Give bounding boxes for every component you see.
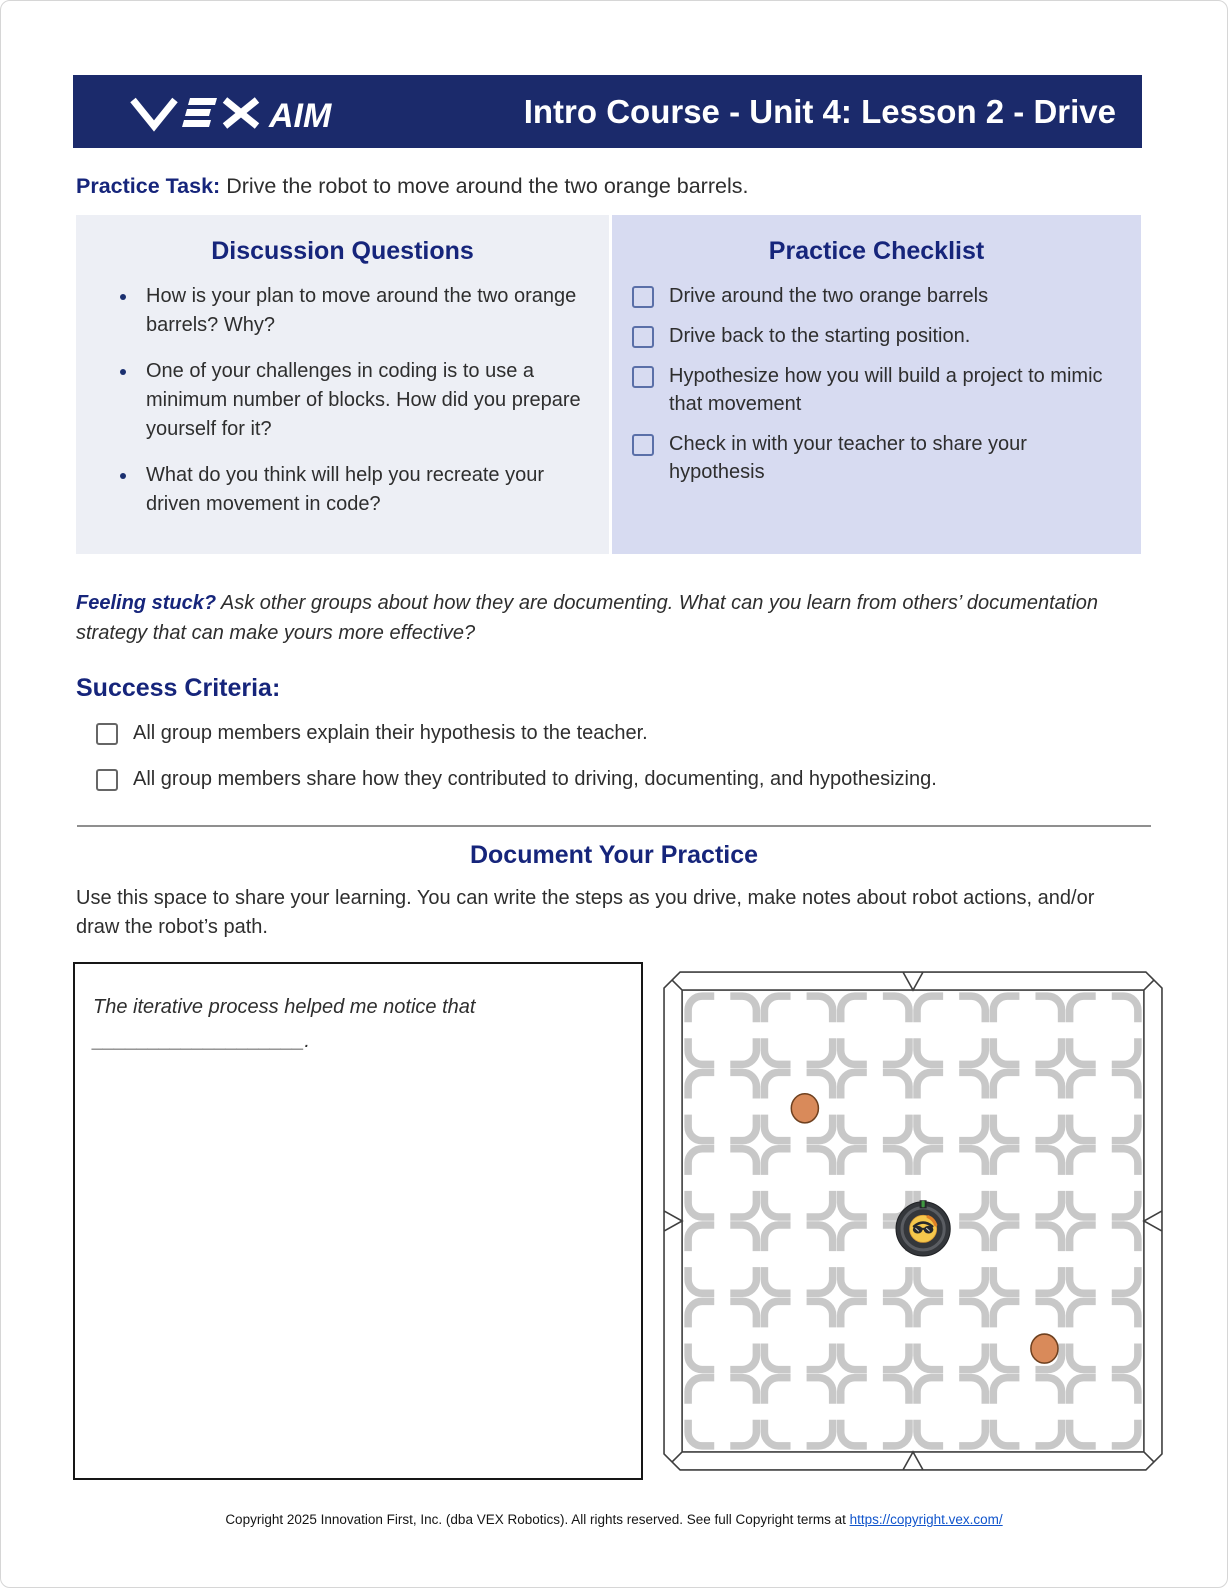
checklist-row [632, 282, 1121, 310]
practice-checklist-title: Practice Checklist [768, 237, 985, 265]
feeling-stuck-label: Feeling stuck? [76, 592, 217, 614]
checklist-row [632, 322, 1121, 350]
checklist-item-text: Drive back to the starting position. [669, 325, 971, 347]
vex-aim-logo-icon [127, 88, 365, 136]
orange-barrel-icon [1031, 1334, 1058, 1363]
checklist-item-text: All group members explain their hypothesis to the teacher. [133, 722, 648, 744]
two-column-boxes [76, 215, 1141, 554]
success-criteria-title: Success Criteria: [76, 674, 281, 702]
document-your-practice-title: Document Your Practice [469, 841, 759, 869]
document-your-practice-intro: Use this space to share your learning. You can write the steps as you drive, make notes about robot actions, and/or draw the robot’s path. [76, 887, 1095, 938]
checklist-item-text: Drive around the two orange barrels [669, 285, 989, 307]
practice-task-line [76, 174, 1152, 199]
checkbox-icon[interactable] [632, 434, 654, 456]
checklist-item-text: All group members share how they contributed to driving, documenting, and hypothesizing. [133, 768, 937, 790]
documentation-row [73, 962, 1227, 1480]
checklist-row [96, 765, 1152, 793]
discussion-questions-box [76, 215, 609, 554]
section-divider [77, 825, 1151, 827]
practice-checklist-box [612, 215, 1141, 554]
discussion-questions-list [96, 282, 589, 519]
checklist-row [632, 430, 1121, 486]
note-blank-line: ___________________. [93, 1030, 310, 1052]
practice-checklist-list [632, 282, 1121, 486]
checkbox-icon[interactable] [632, 366, 654, 388]
checkbox-icon[interactable] [632, 286, 654, 308]
header-bar [73, 75, 1142, 148]
discussion-questions-title: Discussion Questions [211, 237, 474, 265]
note-prompt-text: The iterative process helped me notice that [93, 996, 476, 1018]
checkbox-icon[interactable] [96, 769, 118, 791]
discussion-question-item: • What do you think will help you recreate your driven movement in code? [138, 461, 589, 519]
svg-text:AIM: AIM [269, 96, 332, 135]
feeling-stuck-text: Ask other groups about how they are documenting. What can you learn from others’ documentation strategy that can make yours more effective? [76, 592, 1099, 644]
checklist-item-text: Hypothesize how you will build a project to mimic that movement [669, 365, 1103, 415]
field-map [657, 962, 1169, 1480]
orange-barrel-icon [791, 1094, 818, 1123]
practice-task-label: Practice Task: [76, 174, 221, 198]
discussion-question-item: • One of your challenges in coding is to use a minimum number of blocks. How did you prepare yourself for it? [138, 357, 589, 444]
checkbox-icon[interactable] [632, 326, 654, 348]
success-criteria-list [76, 719, 1152, 793]
feeling-stuck-paragraph [76, 588, 1136, 648]
discussion-question-item: • How is your plan to move around the two orange barrels? Why? [138, 282, 589, 340]
success-criteria-section [76, 674, 1152, 793]
footer-text: Copyright 2025 Innovation First, Inc. (dba VEX Robotics). All rights reserved. See full Copyright terms at [225, 1512, 850, 1527]
copyright-link[interactable]: https://copyright.vex.com/ [849, 1512, 1003, 1527]
checklist-item-text: Check in with your teacher to share your hypothesis [669, 433, 1027, 483]
practice-task-text: Drive the robot to move around the two orange barrels. [226, 174, 749, 198]
checklist-row [96, 719, 1152, 747]
checklist-row [632, 362, 1121, 418]
documentation-note-box[interactable] [73, 962, 643, 1480]
checkbox-icon[interactable] [96, 723, 118, 745]
page-title: Intro Course - Unit 4: Lesson 2 - Drive [523, 92, 1116, 130]
field-image-wrap [657, 962, 1169, 1480]
footer-copyright [1, 1512, 1227, 1527]
